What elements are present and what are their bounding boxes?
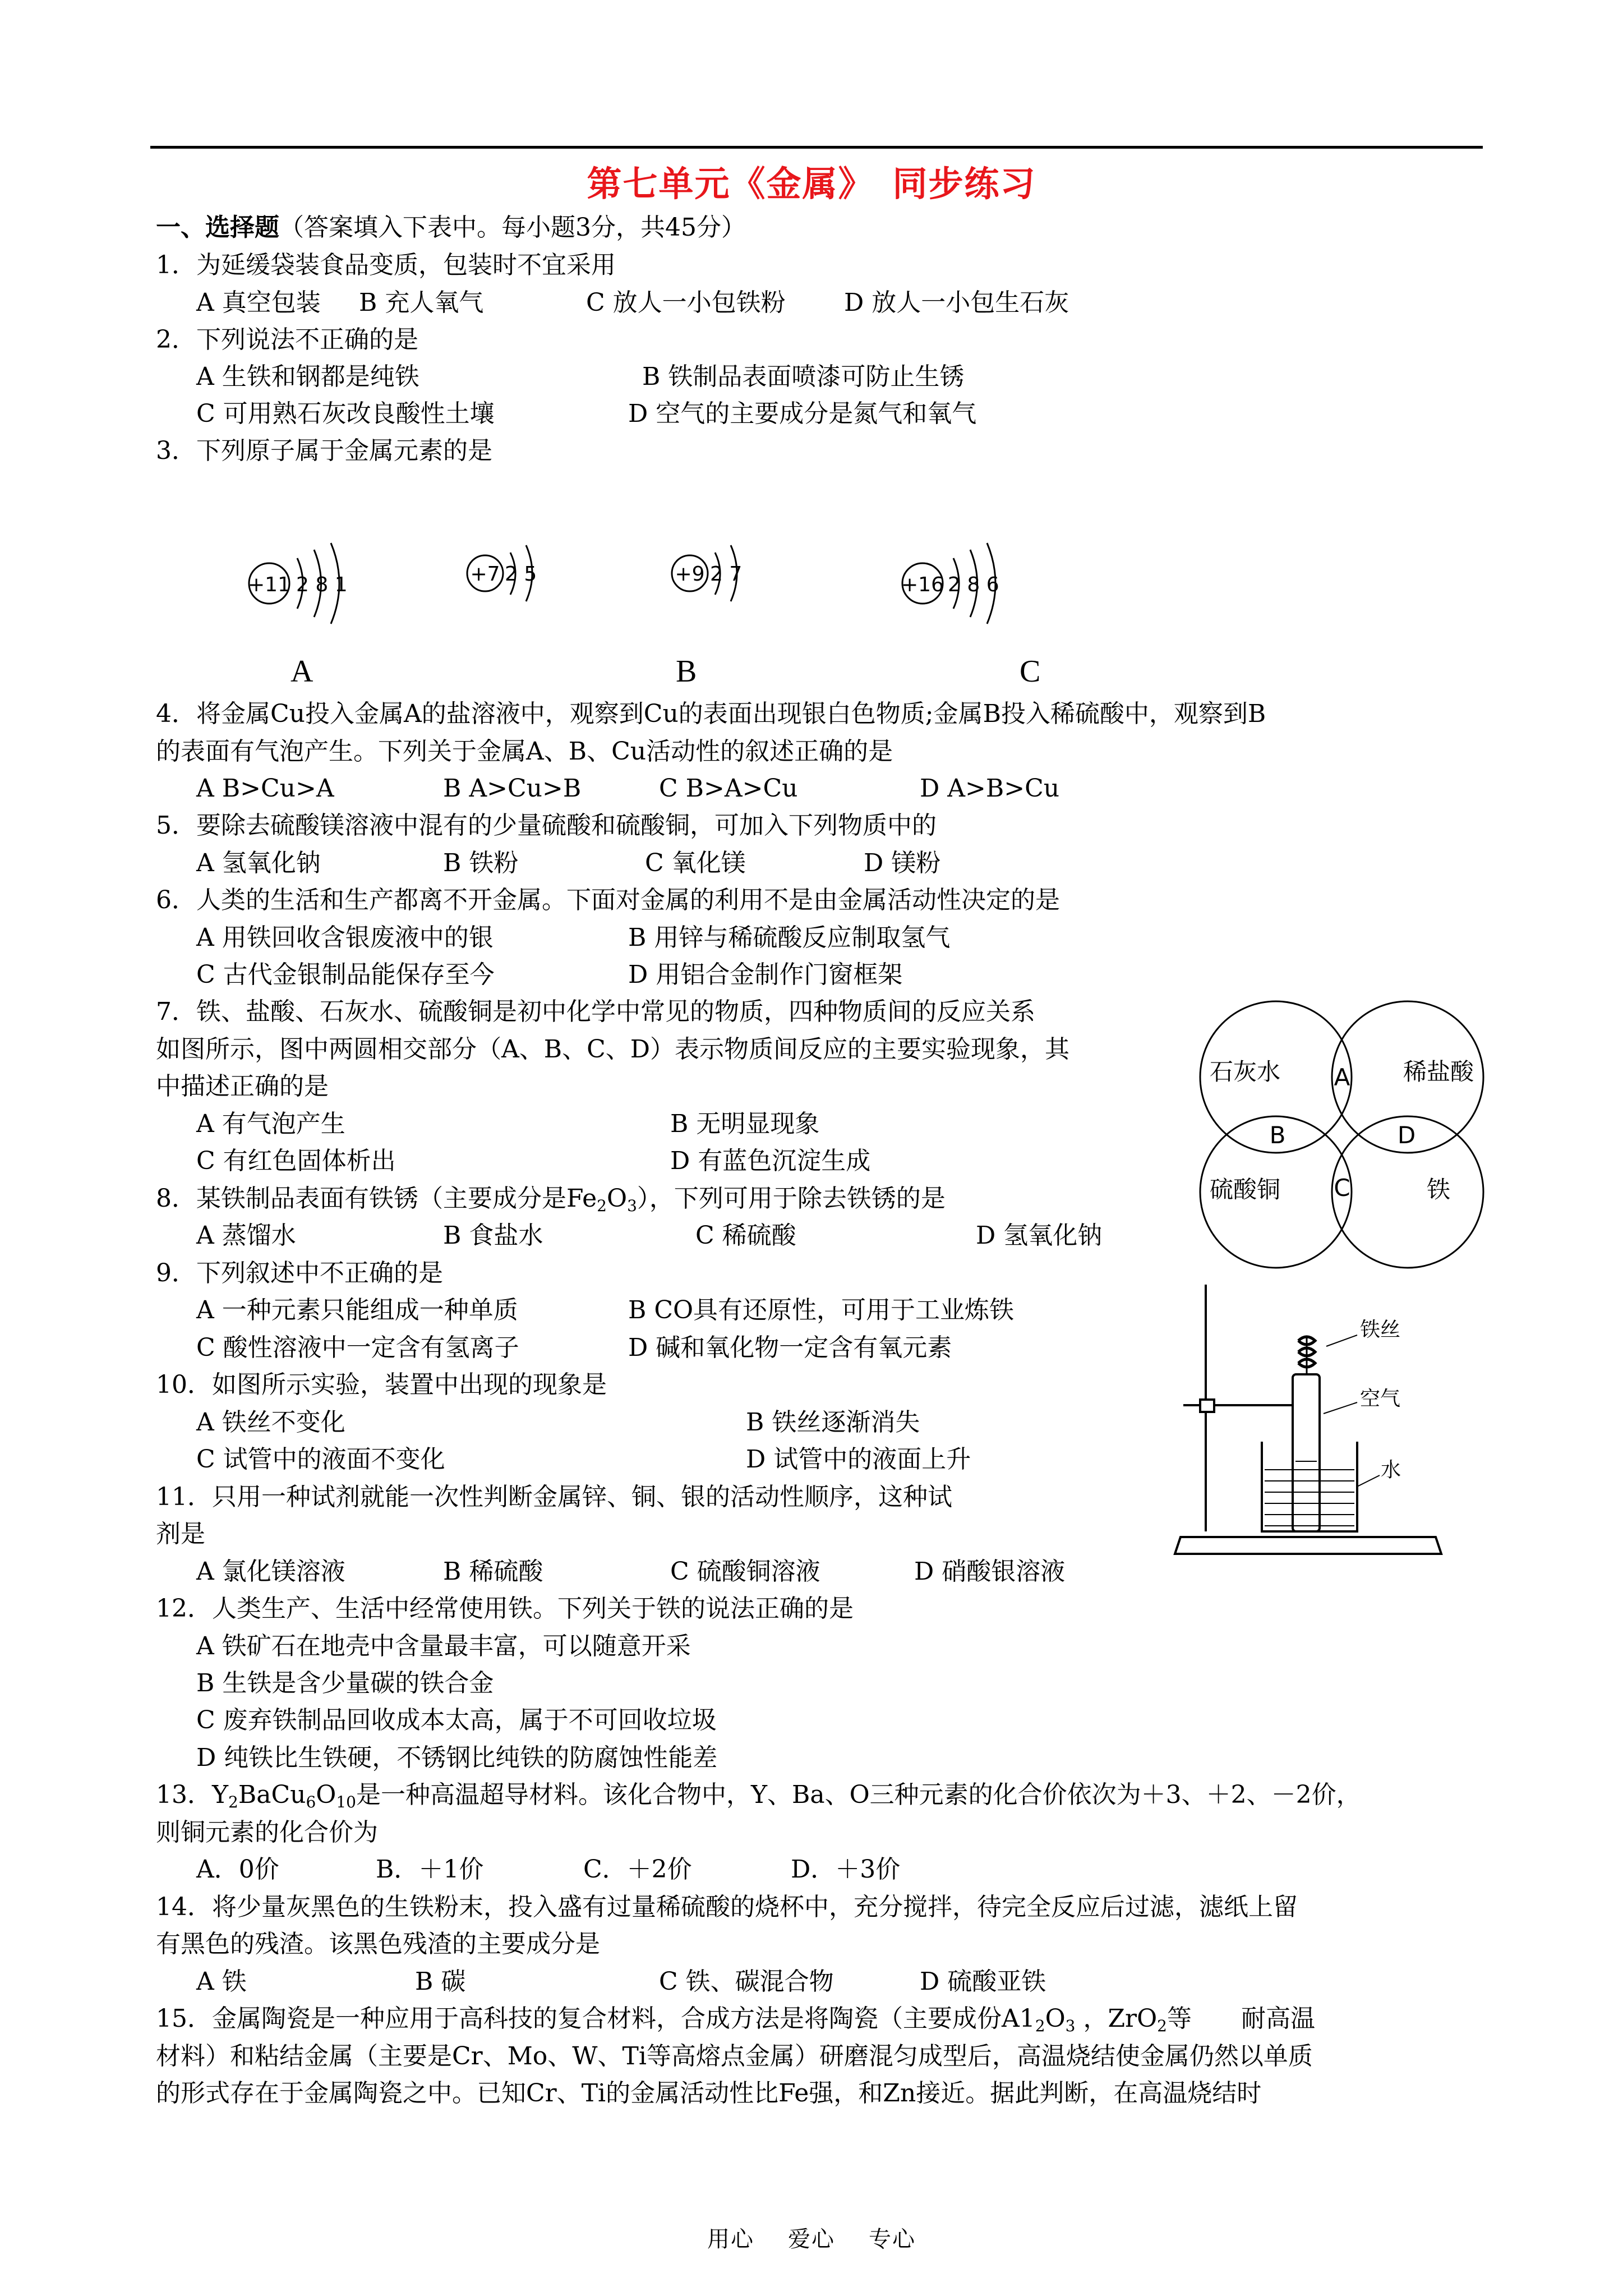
question-13-stem-line2: 则铜元素的化合价为 [156,1818,378,1847]
q11-option-a: A 氯化镁溶液 [196,1557,345,1586]
atom-label-c: C [1020,654,1041,689]
atom-4-nucleus: +16 [901,573,944,596]
question-15-stem: 15．金属陶瓷是一种应用于高科技的复合材料，合成方法是将陶瓷（主要成份$A1_2O_3$ ，ZrO$_2$等 耐高温 [156,2004,1315,2035]
q12-option-a: A 铁矿石在地壳中含量最丰富，可以随意开采 [196,1632,691,1660]
section-heading [156,212,746,243]
question-10-stem: 10．如图所示实验，装置中出现的现象是 [156,1370,607,1399]
venn-label-iron: 铁 [1426,1176,1451,1203]
venn-region-c: C [1334,1174,1350,1202]
venn-region-a: A [1334,1064,1350,1091]
q1-option-b: B 充人氧气 [359,288,484,317]
q10-option-c: C 试管中的液面不变化 [196,1445,445,1474]
q13-option-c: C．＋2价 [583,1855,692,1884]
q4-option-c: C B>A>Cu [659,774,798,803]
q5-option-a: A 氢氧化钠 [196,849,321,877]
q13-option-d: D．＋3价 [791,1855,901,1884]
apparatus-label-iron-wire: 铁丝 [1360,1318,1401,1341]
q6-option-d: D 用铝合金制作门窗框架 [628,960,903,989]
q9-option-a: A 一种元素只能组成一种单质 [196,1296,518,1324]
atom-2-nucleus: +7 [470,563,500,586]
q10-option-d: D 试管中的液面上升 [746,1445,971,1474]
atom-1-nucleus: +11 [248,573,291,596]
venn-region-d: D [1397,1121,1416,1149]
question-5-stem: 5．要除去硫酸镁溶液中混有的少量硫酸和硫酸铜，可加入下列物质中的 [156,811,937,840]
page-title: 第七单元《金属》 同步练习 [587,163,1036,204]
question-12-stem: 12．人类生产、生活中经常使用铁。下列关于铁的说法正确的是 [156,1594,854,1623]
atom-label-b: B [676,654,697,689]
question-1-stem: 1．为延缓袋装食品变质，包装时不宜采用 [156,251,616,279]
q13-stem-post: 是一种高温超导材料。该化合物中，Y、Ba、O三种元素的化合价依次为＋3、＋2、－2价， [356,1780,1361,1809]
question-15-stem-line2: 材料）和粘结金属（主要是Cr、Mo、W、Ti等高熔点金属）研磨混匀成型后，高温烧结使金属仍然以单质 [156,2042,1313,2070]
question-7-stem: 7．铁、盐酸、石灰水、硫酸铜是初中化学中常见的物质，四种物质间的反应关系 [156,997,1035,1026]
q6-option-b: B 用锌与稀硫酸反应制取氢气 [628,923,951,952]
q6-option-c: C 古代金银制品能保存至今 [196,960,495,989]
reaction-venn-diagram [1183,999,1497,1273]
question-3-stem: 3．下列原子属于金属元素的是 [156,436,492,465]
q1-option-d: D 放人一小包生石灰 [844,288,1069,317]
question-14-stem-line2: 有黑色的残渣。该黑色残渣的主要成分是 [156,1930,600,1958]
q8-option-d: D 氢氧化钠 [976,1221,1103,1250]
q2-option-d: D 空气的主要成分是氮气和氧气 [628,399,977,428]
q14-option-a: A 铁 [196,1967,247,1996]
page-footer [0,2221,1623,2253]
atom-4-shells: 2 8 6 [948,573,999,596]
q12-option-c: C 废弃铁制品回收成本太高，属于不可回收垃圾 [196,1706,717,1734]
q11-option-d: D 硝酸银溶液 [914,1557,1066,1586]
q7-option-b: B 无明显现象 [670,1110,820,1138]
question-7-stem-line2: 如图所示，图中两圆相交部分（A、B、C、D）表示物质间反应的主要实验现象，其 [156,1035,1070,1064]
q9-option-b: B CO具有还原性，可用于工业炼铁 [628,1296,1015,1324]
header-rule [150,146,1483,149]
q9-option-d: D 碱和氧化物一定含有氧元素 [628,1333,952,1362]
atom-1-shells: 2 8 1 [296,573,348,596]
q2-option-c: C 可用熟石灰改良酸性土壤 [196,399,495,428]
q10-option-b: B 铁丝逐渐消失 [746,1408,920,1437]
venn-region-b: B [1269,1121,1286,1149]
q4-option-b: B A>Cu>B [443,774,582,803]
q5-option-c: C 氧化镁 [645,849,746,877]
venn-label-limewater: 石灰水 [1209,1058,1281,1085]
q14-option-c: C 铁、碳混合物 [659,1967,834,1996]
q12-option-b: B 生铁是含少量碳的铁合金 [196,1669,494,1697]
atom-2-shells: 2 5 [505,563,537,586]
apparatus-label-air: 空气 [1360,1387,1401,1410]
atom-3-nucleus: +9 [675,563,705,586]
footer-word-1: 用心 [707,2226,754,2252]
q8-stem-pre: 8．某铁制品表面有铁锈（主要成分是Fe [156,1184,597,1213]
question-4-stem: 4．将金属Cu投入金属A的盐溶液中，观察到Cu的表面出现银白色物质;金属B投入稀硫酸中，观察到B [156,700,1266,728]
q14-option-d: D 硫酸亚铁 [920,1967,1046,1996]
venn-label-hydrochloric-acid: 稀盐酸 [1403,1058,1474,1085]
q7-option-c: C 有红色固体析出 [196,1147,396,1175]
q12-option-d: D 纯铁比生铁硬，不锈钢比纯铁的防腐蚀性能差 [196,1743,718,1772]
q13-option-b: B．＋1价 [376,1855,484,1884]
q13-option-a: A．0价 [196,1855,279,1884]
footer-word-3: 专心 [869,2226,916,2252]
section-note: （答案填入下表中。每小题3分，共45分） [279,213,746,242]
question-2-stem: 2．下列说法不正确的是 [156,325,418,354]
question-13-stem: 13．$Y_2BaCu_6O_{10}$是一种高温超导材料。该化合物中，Y、Ba、O三种元素的化合价依次为＋3、＋2、－2价， [156,1780,1361,1811]
iron-wire-apparatus [1172,1273,1464,1565]
atom-structure-diagrams [224,505,1066,639]
question-11-stem-line2: 剂是 [156,1520,205,1548]
q1-option-c: C 放人一小包铁粉 [586,288,786,317]
q10-option-a: A 铁丝不变化 [196,1408,345,1437]
q2-option-b: B 铁制品表面喷漆可防止生锈 [642,362,965,391]
q8-stem-post: ），下列可用于除去铁锈的是 [637,1184,946,1213]
q8-option-b: B 食盐水 [443,1221,543,1250]
apparatus-label-water: 水 [1381,1458,1401,1481]
venn-label-copper-sulfate: 硫酸铜 [1209,1176,1281,1203]
question-9-stem: 9．下列叙述中不正确的是 [156,1259,443,1287]
q11-option-b: B 稀硫酸 [443,1557,543,1586]
q8-option-c: C 稀硫酸 [695,1221,796,1250]
question-7-stem-line3: 中描述正确的是 [156,1072,329,1101]
q5-option-b: B 铁粉 [443,849,519,877]
question-6-stem: 6．人类的生活和生产都离不开金属。下面对金属的利用不是由金属活动性决定的是 [156,886,1060,914]
q2-option-a: A 生铁和钢都是纯铁 [196,362,419,391]
q8-option-a: A 蒸馏水 [196,1221,296,1250]
q14-option-b: B 碳 [415,1967,466,1996]
section-label: 一、选择题 [156,213,279,242]
footer-word-2: 爱心 [788,2226,835,2252]
question-15-stem-line3: 的形式存在于金属陶瓷之中。已知Cr、Ti的金属活动性比Fe强，和Zn接近。据此判断，在高温烧结时 [156,2079,1262,2108]
q7-option-d: D 有蓝色沉淀生成 [670,1147,871,1175]
q11-option-c: C 硫酸铜溶液 [670,1557,820,1586]
question-14-stem: 14．将少量灰黑色的生铁粉末，投入盛有过量稀硫酸的烧杯中，充分搅拌，待完全反应后过滤，滤纸上留 [156,1893,1298,1921]
q7-option-a: A 有气泡产生 [196,1110,345,1138]
q6-option-a: A 用铁回收含银废液中的银 [196,923,494,952]
q1-option-a: A 真空包装 [196,288,321,317]
question-8-stem: 8．某铁制品表面有铁锈（主要成分是$Fe_2O_3$），下列可用于除去铁锈的是 [156,1184,946,1215]
atom-label-a: A [291,654,313,689]
atom-3-shells: 2 7 [710,563,743,586]
question-11-stem: 11．只用一种试剂就能一次性判断金属锌、铜、银的活动性顺序，这种试 [156,1483,952,1511]
question-4-stem-line2: 的表面有气泡产生。下列关于金属A、B、Cu活动性的叙述正确的是 [156,737,893,766]
q5-option-d: D 镁粉 [864,849,941,877]
q4-option-d: D A>B>Cu [920,774,1060,803]
q9-option-c: C 酸性溶液中一定含有氢离子 [196,1333,519,1362]
q4-option-a: A B>Cu>A [196,774,334,803]
